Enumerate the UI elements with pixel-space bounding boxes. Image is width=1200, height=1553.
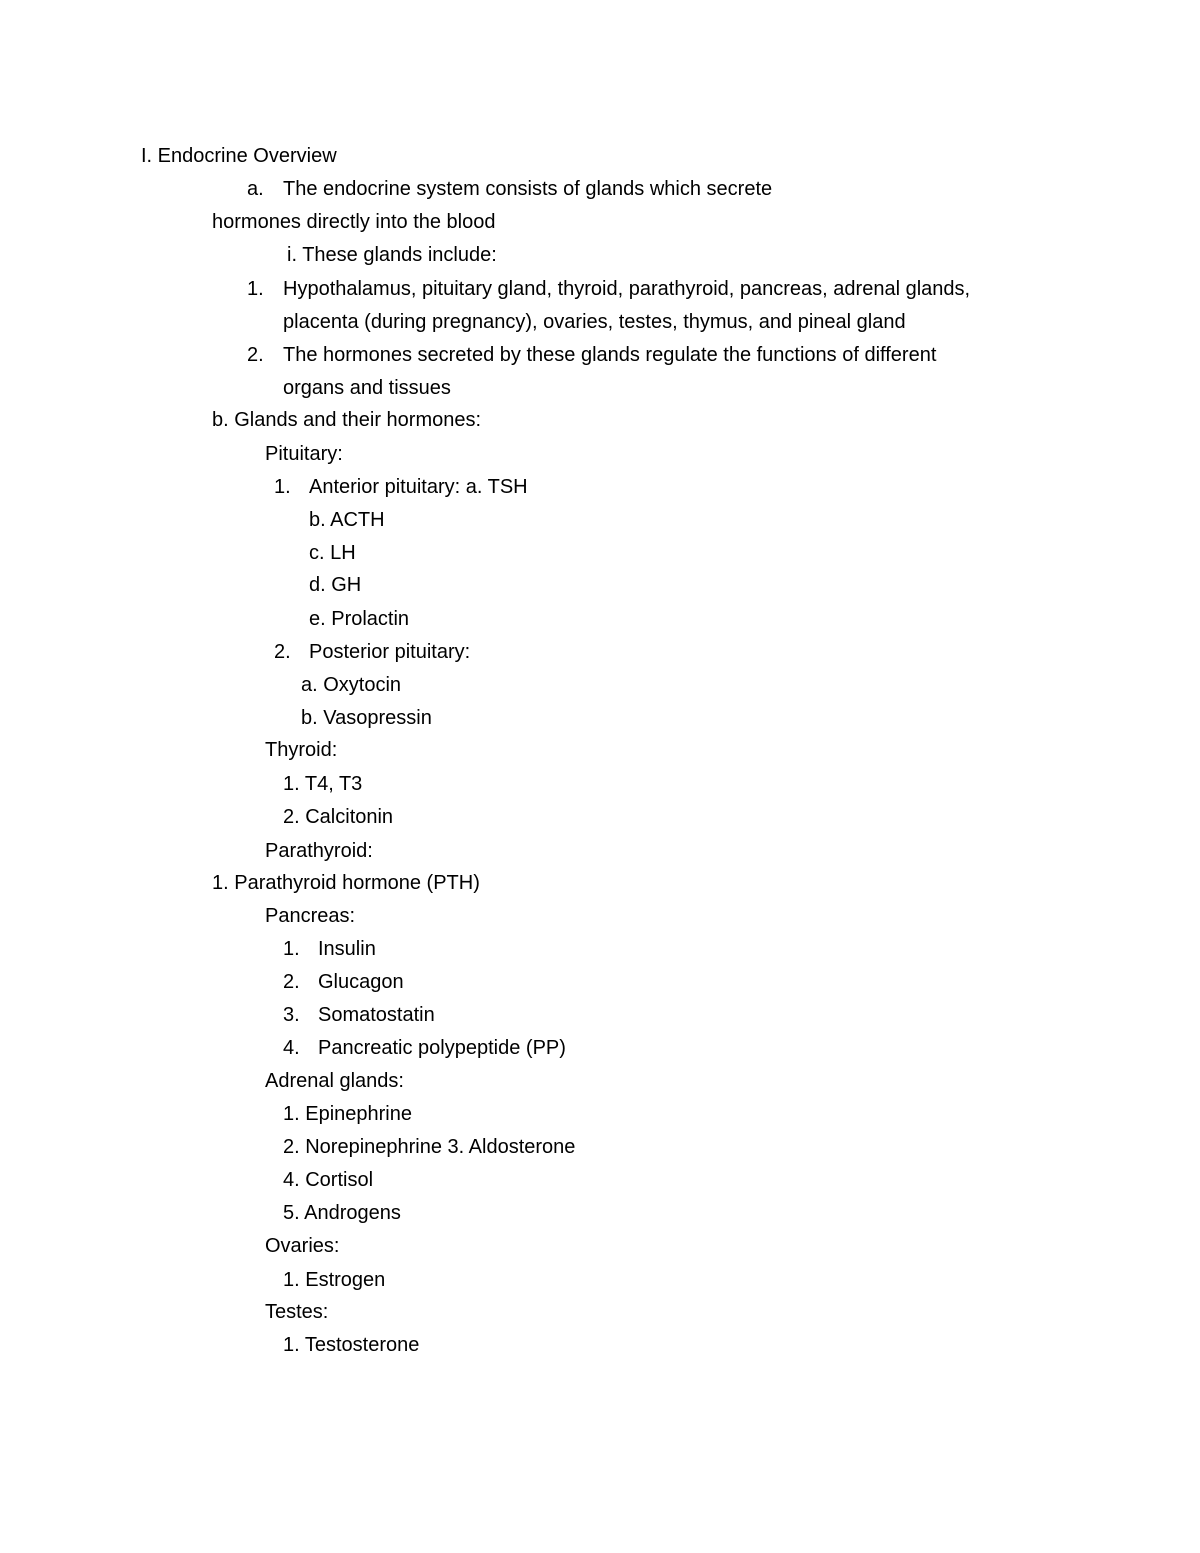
list-marker: a. bbox=[247, 178, 264, 200]
list-item: 1. Testosterone bbox=[283, 1334, 420, 1356]
list-item: 1. T4, T3 bbox=[283, 773, 363, 795]
document-heading: I. Endocrine Overview bbox=[141, 145, 337, 167]
list-item: e. Prolactin bbox=[309, 608, 410, 630]
section-title-parathyroid: Parathyroid: bbox=[265, 840, 373, 862]
list-item: b. ACTH bbox=[309, 509, 385, 531]
section-title-ovaries: Ovaries: bbox=[265, 1235, 340, 1257]
list-marker: 1. bbox=[283, 938, 300, 960]
list-item: 1. Estrogen bbox=[283, 1269, 386, 1291]
list-item: 2. Calcitonin bbox=[283, 806, 394, 828]
list-item: 4. Cortisol bbox=[283, 1169, 374, 1191]
list-item: b. Vasopressin bbox=[301, 707, 432, 729]
list-item: 2. Norepinephrine 3. Aldosterone bbox=[283, 1136, 576, 1158]
list-marker: 3. bbox=[283, 1004, 300, 1026]
section-title-pancreas: Pancreas: bbox=[265, 905, 356, 927]
list-marker: 2. bbox=[274, 641, 291, 663]
list-item: 5. Androgens bbox=[283, 1202, 401, 1224]
list-item: Hypothalamus, pituitary gland, thyroid, parathyroid, pancreas, adrenal glands, bbox=[283, 278, 971, 300]
list-item: Posterior pituitary: bbox=[309, 641, 471, 663]
list-marker: 2. bbox=[283, 971, 300, 993]
list-item: Insulin bbox=[318, 938, 376, 960]
list-item-continuation: placenta (during pregnancy), ovaries, testes, thymus, and pineal gland bbox=[283, 311, 906, 333]
list-marker: 4. bbox=[283, 1037, 300, 1059]
list-item: Pancreatic polypeptide (PP) bbox=[318, 1037, 566, 1059]
list-item-continuation: organs and tissues bbox=[283, 377, 451, 399]
overview-a-line1: The endocrine system consists of glands which secrete bbox=[283, 178, 773, 200]
overview-a-line2: hormones directly into the blood bbox=[212, 211, 496, 233]
list-item: The hormones secreted by these glands regulate the functions of different bbox=[283, 344, 937, 366]
overview-i-line: i. These glands include: bbox=[287, 244, 497, 266]
section-title-pituitary: Pituitary: bbox=[265, 443, 343, 465]
list-item: Glucagon bbox=[318, 971, 404, 993]
section-title-testes: Testes: bbox=[265, 1301, 329, 1323]
list-item: a. Oxytocin bbox=[301, 674, 402, 696]
list-item: c. LH bbox=[309, 542, 356, 564]
list-marker: 1. bbox=[274, 476, 291, 498]
section-title-adrenal: Adrenal glands: bbox=[265, 1070, 404, 1092]
glands-heading: b. Glands and their hormones: bbox=[212, 409, 482, 431]
section-title-thyroid: Thyroid: bbox=[265, 739, 338, 761]
list-item: 1. Parathyroid hormone (PTH) bbox=[212, 872, 480, 894]
list-item: Somatostatin bbox=[318, 1004, 435, 1026]
list-item: d. GH bbox=[309, 574, 362, 596]
list-item: Anterior pituitary: a. TSH bbox=[309, 476, 528, 498]
list-marker: 1. bbox=[247, 278, 264, 300]
list-marker: 2. bbox=[247, 344, 264, 366]
list-item: 1. Epinephrine bbox=[283, 1103, 412, 1125]
